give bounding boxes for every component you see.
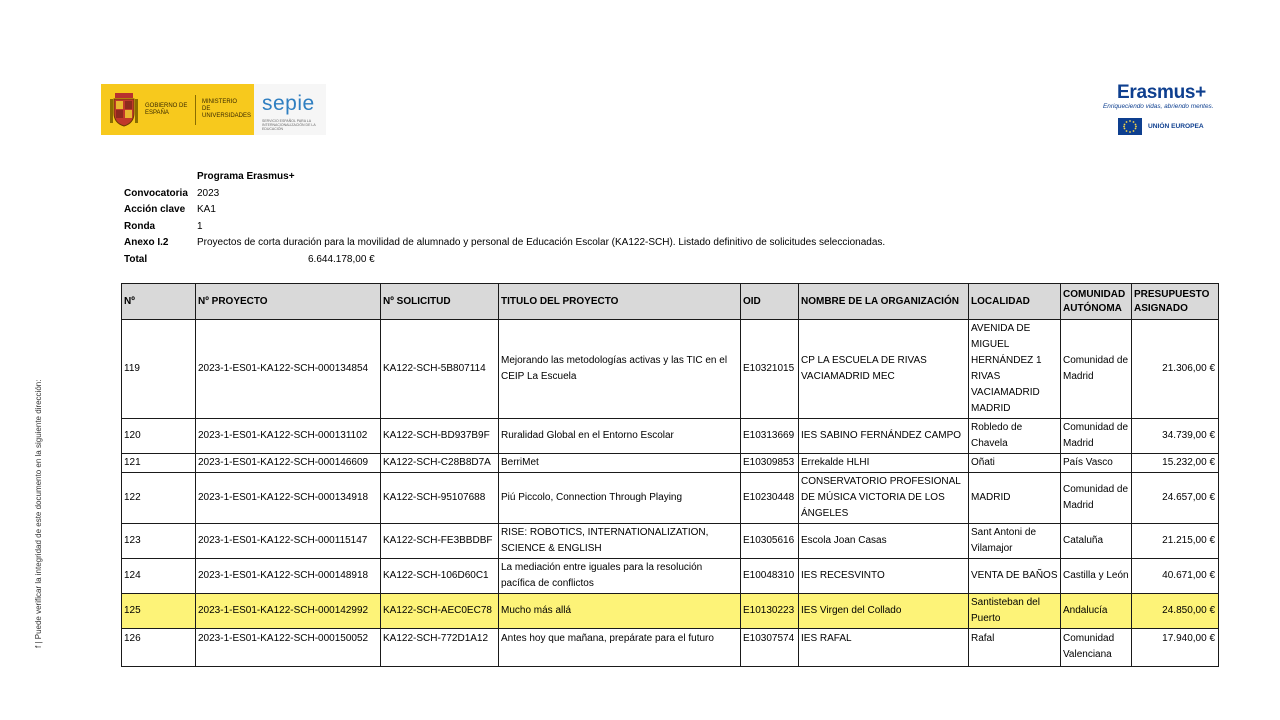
cell-n: 124 — [122, 559, 196, 594]
anexo-value: Proyectos de corta duración para la movilidad de alumnado y personal de Educación Escolar (KA122-SCH). Listado definitivo de solicitudes seleccionadas. — [197, 237, 886, 248]
coat-of-arms-icon — [109, 91, 139, 129]
cell-presupuesto: 34.739,00 € — [1132, 419, 1219, 454]
cell-solicitud: KA122-SCH-AEC0EC78 — [381, 594, 499, 629]
cell-organizacion-text: IES RAFAL — [801, 633, 852, 644]
cell-proyecto — [196, 629, 381, 667]
cell-oid: E10048310 — [741, 559, 799, 594]
cell-proyecto: 2023-1-ES01-KA122-SCH-000134854 — [196, 320, 381, 419]
col-header-titulo: TITULO DEL PROYECTO — [499, 284, 741, 320]
cell-localidad: AVENIDA DE MIGUEL HERNÁNDEZ 1 RIVAS VACIAMADRID MADRID — [969, 320, 1061, 419]
cell-localidad-text: Rafal — [971, 633, 995, 644]
col-header-proyecto: Nº PROYECTO — [196, 284, 381, 320]
cell-proyecto: 2023-1-ES01-KA122-SCH-000131102 — [196, 419, 381, 454]
cell-comunidad — [1061, 629, 1132, 667]
cell-solicitud: KA122-SCH-106D60C1 — [381, 559, 499, 594]
convocatoria-value: 2023 — [197, 187, 220, 199]
col-header-localidad: LOCALIDAD — [969, 284, 1061, 320]
cell-comunidad: Comunidad de Madrid — [1061, 419, 1132, 454]
ronda-label: Ronda — [124, 220, 156, 232]
eu-flag-icon — [1118, 118, 1142, 135]
ministerio-label: MINISTERIO DE UNIVERSIDADES — [202, 99, 252, 119]
table-row — [122, 629, 1219, 667]
cell-proyecto-text: 2023-1-ES01-KA122-SCH-000150052 — [198, 633, 369, 644]
cell-solicitud-text: KA122-SCH-772D1A12 — [383, 633, 489, 644]
erasmus-logo — [1100, 82, 1225, 142]
gobierno-label: GOBIERNO DE ESPAÑA — [145, 102, 188, 116]
cell-localidad: Santisteban del Puerto — [969, 594, 1061, 629]
cell-presupuesto: 24.657,00 € — [1132, 473, 1219, 524]
accion-label: Acción clave — [124, 204, 186, 215]
anexo-label: Anexo I.2 — [124, 237, 169, 248]
cell-localidad: MADRID — [969, 473, 1061, 524]
erasmus-title: Erasmus+ — [1117, 82, 1206, 103]
cell-organizacion: CP LA ESCUELA DE RIVAS VACIAMADRID MEC — [799, 320, 969, 419]
cell-titulo: Piú Piccolo, Connection Through Playing — [499, 473, 741, 524]
cell-n: 122 — [122, 473, 196, 524]
cell-oid: E10309853 — [741, 454, 799, 473]
cell-presupuesto-text: 17.940,00 € — [1162, 633, 1215, 644]
eu-label: UNIÓN EUROPEA — [1148, 123, 1204, 130]
cell-titulo-text: Antes hoy que mañana, prepárate para el futuro — [501, 633, 714, 644]
sepie-logo — [254, 84, 326, 135]
cell-organizacion: IES SABINO FERNÁNDEZ CAMPO — [799, 419, 969, 454]
cell-localidad — [969, 629, 1061, 667]
cell-solicitud: KA122-SCH-5B807114 — [381, 320, 499, 419]
cell-organizacion — [799, 629, 969, 667]
cell-organizacion: Escola Joan Casas — [799, 524, 969, 559]
cell-n: 121 — [122, 454, 196, 473]
cell-titulo: RISE: ROBOTICS, INTERNATIONALIZATION, SCIENCE & ENGLISH — [499, 524, 741, 559]
cell-presupuesto — [1132, 629, 1219, 667]
accion-value: KA1 — [197, 204, 216, 215]
table-row — [122, 320, 1219, 419]
cell-localidad: VENTA DE BAÑOS — [969, 559, 1061, 594]
col-header-n: Nº — [122, 284, 196, 320]
cell-presupuesto: 21.215,00 € — [1132, 524, 1219, 559]
table-row-highlighted — [122, 594, 1219, 629]
col-header-oid: OID — [741, 284, 799, 320]
table-row — [122, 559, 1219, 594]
cell-presupuesto: 24.850,00 € — [1132, 594, 1219, 629]
cell-titulo: Mejorando las metodologías activas y las TIC en el CEIP La Escuela — [499, 320, 741, 419]
cell-titulo — [499, 629, 741, 667]
program-name: Programa Erasmus+ — [197, 171, 295, 182]
cell-oid-text: E10307574 — [743, 633, 795, 644]
cell-organizacion: Errekalde HLHI — [799, 454, 969, 473]
table-header-row — [122, 284, 1219, 320]
cell-organizacion: IES Virgen del Collado — [799, 594, 969, 629]
cell-oid: E10321015 — [741, 320, 799, 419]
logo-divider — [195, 95, 196, 125]
sepie-wordmark: sepie — [262, 92, 315, 115]
cell-oid: E10130223 — [741, 594, 799, 629]
col-header-presupuesto: PRESUPUESTO ASIGNADO — [1132, 284, 1219, 320]
sepie-subtitle: SERVICIO ESPAÑOL PARA LA INTERNACIONALIZACIÓN DE LA EDUCACIÓN — [262, 119, 316, 131]
cell-proyecto: 2023-1-ES01-KA122-SCH-000148918 — [196, 559, 381, 594]
cell-n: 120 — [122, 419, 196, 454]
table-row — [122, 524, 1219, 559]
cell-comunidad: Comunidad de Madrid — [1061, 320, 1132, 419]
cell-presupuesto: 15.232,00 € — [1132, 454, 1219, 473]
table-row — [122, 473, 1219, 524]
cell-n — [122, 629, 196, 667]
total-value: 6.644.178,00 € — [308, 253, 375, 265]
table-row — [122, 454, 1219, 473]
cell-organizacion: IES RECESVINTO — [799, 559, 969, 594]
total-label: Total — [124, 253, 148, 265]
verification-side-note: f | Puede verificar la integridad de este documento en la siguiente dirección: — [34, 379, 43, 648]
cell-n: 119 — [122, 320, 196, 419]
cell-titulo: Mucho más allá — [499, 594, 741, 629]
government-logo-block — [101, 84, 326, 135]
cell-presupuesto: 40.671,00 € — [1132, 559, 1219, 594]
cell-n: 125 — [122, 594, 196, 629]
cell-proyecto: 2023-1-ES01-KA122-SCH-000115147 — [196, 524, 381, 559]
cell-localidad: Robledo de Chavela — [969, 419, 1061, 454]
cell-oid: E10230448 — [741, 473, 799, 524]
cell-proyecto: 2023-1-ES01-KA122-SCH-000134918 — [196, 473, 381, 524]
cell-comunidad-text: Comunidad Valenciana — [1063, 633, 1115, 660]
cell-organizacion: CONSERVATORIO PROFESIONAL DE MÚSICA VICTORIA DE LOS ÁNGELES — [799, 473, 969, 524]
cell-solicitud — [381, 629, 499, 667]
cell-titulo: BerriMet — [499, 454, 741, 473]
cell-proyecto: 2023-1-ES01-KA122-SCH-000146609 — [196, 454, 381, 473]
ronda-value: 1 — [197, 220, 203, 232]
gobierno-banner — [101, 84, 254, 135]
cell-localidad: Sant Antoni de Vilamajor — [969, 524, 1061, 559]
cell-titulo: La mediación entre iguales para la resolución pacífica de conflictos — [499, 559, 741, 594]
table-row — [122, 419, 1219, 454]
cell-comunidad: País Vasco — [1061, 454, 1132, 473]
cell-comunidad: Cataluña — [1061, 524, 1132, 559]
col-header-comunidad: COMUNIDAD AUTÓNOMA — [1061, 284, 1132, 320]
cell-solicitud: KA122-SCH-C28B8D7A — [381, 454, 499, 473]
cell-comunidad: Comunidad de Madrid — [1061, 473, 1132, 524]
cell-proyecto: 2023-1-ES01-KA122-SCH-000142992 — [196, 594, 381, 629]
cell-comunidad: Andalucía — [1061, 594, 1132, 629]
cell-titulo: Ruralidad Global en el Entorno Escolar — [499, 419, 741, 454]
cell-oid — [741, 629, 799, 667]
cell-oid: E10313669 — [741, 419, 799, 454]
cell-solicitud: KA122-SCH-BD937B9F — [381, 419, 499, 454]
cell-n-text: 126 — [124, 633, 141, 644]
selected-applications-table — [121, 283, 1219, 667]
cell-solicitud: KA122-SCH-FE3BBDBF — [381, 524, 499, 559]
col-header-organizacion: NOMBRE DE LA ORGANIZACIÓN — [799, 284, 969, 320]
cell-oid: E10305616 — [741, 524, 799, 559]
cell-solicitud: KA122-SCH-95107688 — [381, 473, 499, 524]
erasmus-tagline: Enriqueciendo vidas, abriendo mentes. — [1103, 103, 1214, 110]
col-header-solicitud: Nº SOLICITUD — [381, 284, 499, 320]
convocatoria-label: Convocatoria — [124, 187, 188, 199]
cell-comunidad: Castilla y León — [1061, 559, 1132, 594]
cell-presupuesto: 21.306,00 € — [1132, 320, 1219, 419]
cell-localidad: Oñati — [969, 454, 1061, 473]
cell-n: 123 — [122, 524, 196, 559]
